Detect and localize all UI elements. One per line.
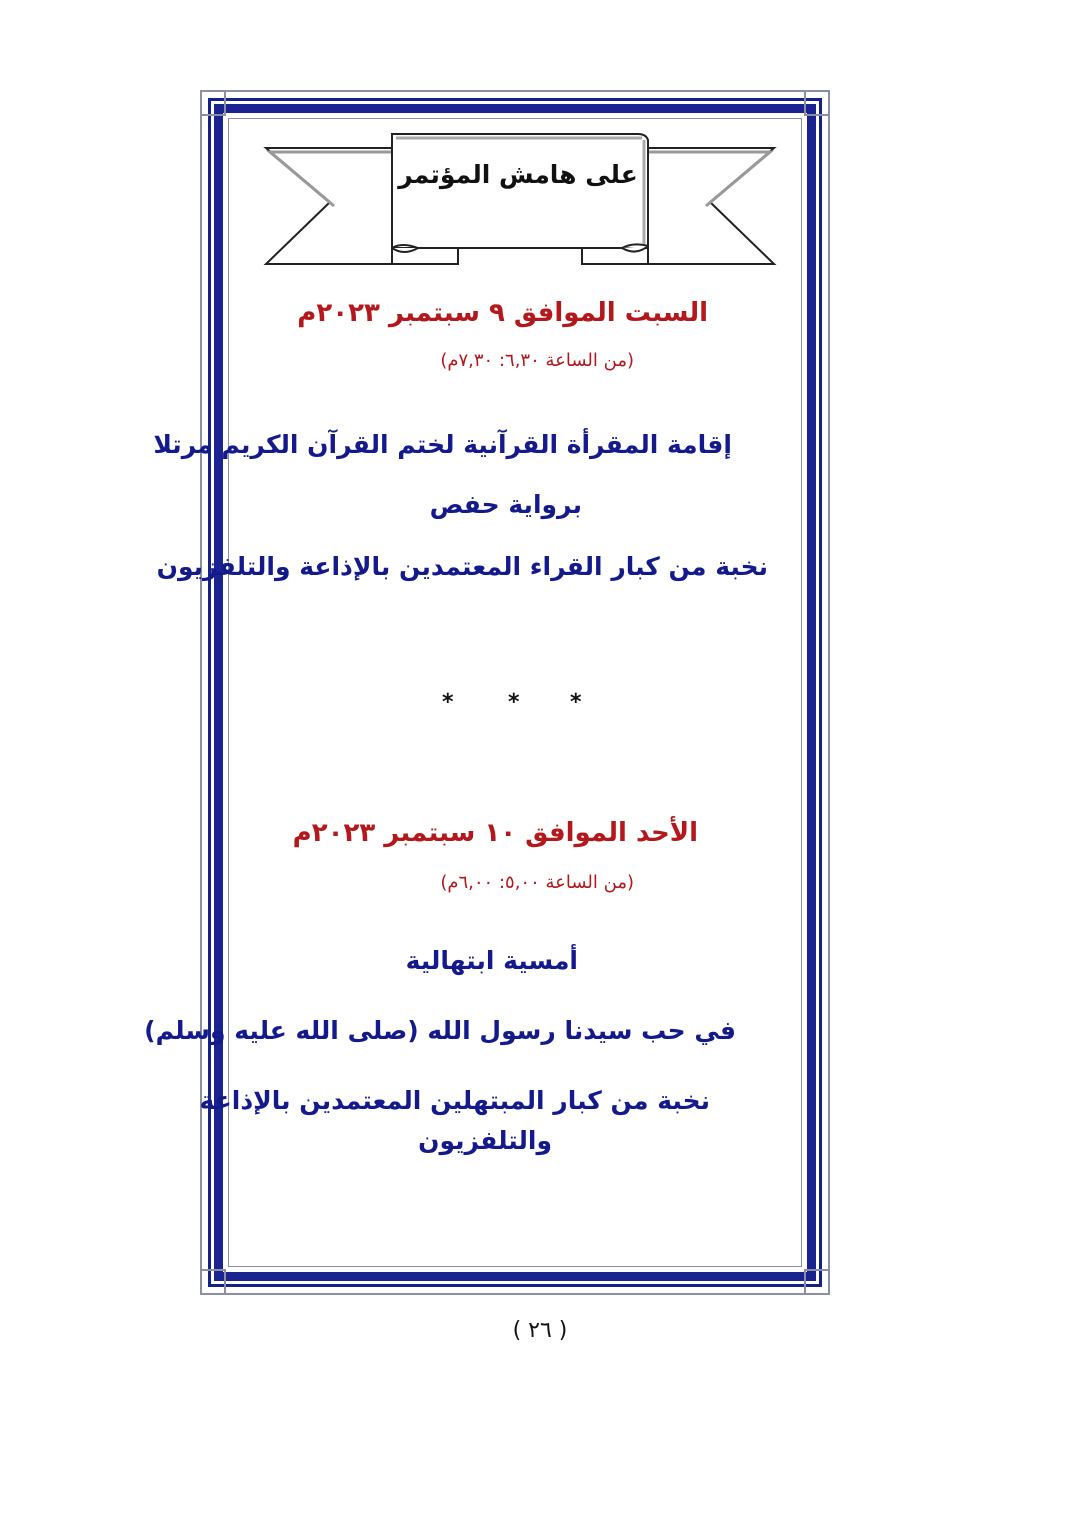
separator-star: * xyxy=(570,690,582,715)
section1-line2: برواية حفص xyxy=(429,490,582,519)
separator-star: * xyxy=(442,690,454,715)
page-number: ( ٢٦ ) xyxy=(512,1318,568,1343)
ribbon-banner xyxy=(262,128,778,274)
section2-line1: أمسية ابتهالية xyxy=(405,946,578,975)
page-title: على هامش المؤتمر xyxy=(398,160,638,189)
section1-time: (من الساعة ٦,٣٠: ٧,٣٠م) xyxy=(440,350,634,371)
frame-corner-bottom-left xyxy=(200,1269,226,1295)
separator-star: * xyxy=(508,690,520,715)
frame-corner-top-left xyxy=(200,90,226,116)
section2-line3a: نخبة من كبار المبتهلين المعتمدين بالإذاعة xyxy=(199,1086,710,1115)
section1-line3: نخبة من كبار القراء المعتمدين بالإذاعة والتلفزيون xyxy=(156,552,768,581)
section1-date: السبت الموافق ٩ سبتمبر ٢٠٢٣م xyxy=(297,298,708,328)
section1-line1: إقامة المقرأة القرآنية لختم القرآن الكريم مرتلا xyxy=(153,430,732,459)
section2-line2: في حب سيدنا رسول الله (صلى الله عليه وسلم) xyxy=(144,1016,736,1045)
section2-time: (من الساعة ٥,٠٠: ٦,٠٠م) xyxy=(440,872,634,893)
separator-stars xyxy=(430,690,600,720)
frame-corner-bottom-right xyxy=(804,1269,830,1295)
section2-line3b: والتلفزيون xyxy=(418,1126,552,1155)
frame-corner-top-right xyxy=(804,90,830,116)
section2-date: الأحد الموافق ١٠ سبتمبر ٢٠٢٣م xyxy=(292,818,698,848)
